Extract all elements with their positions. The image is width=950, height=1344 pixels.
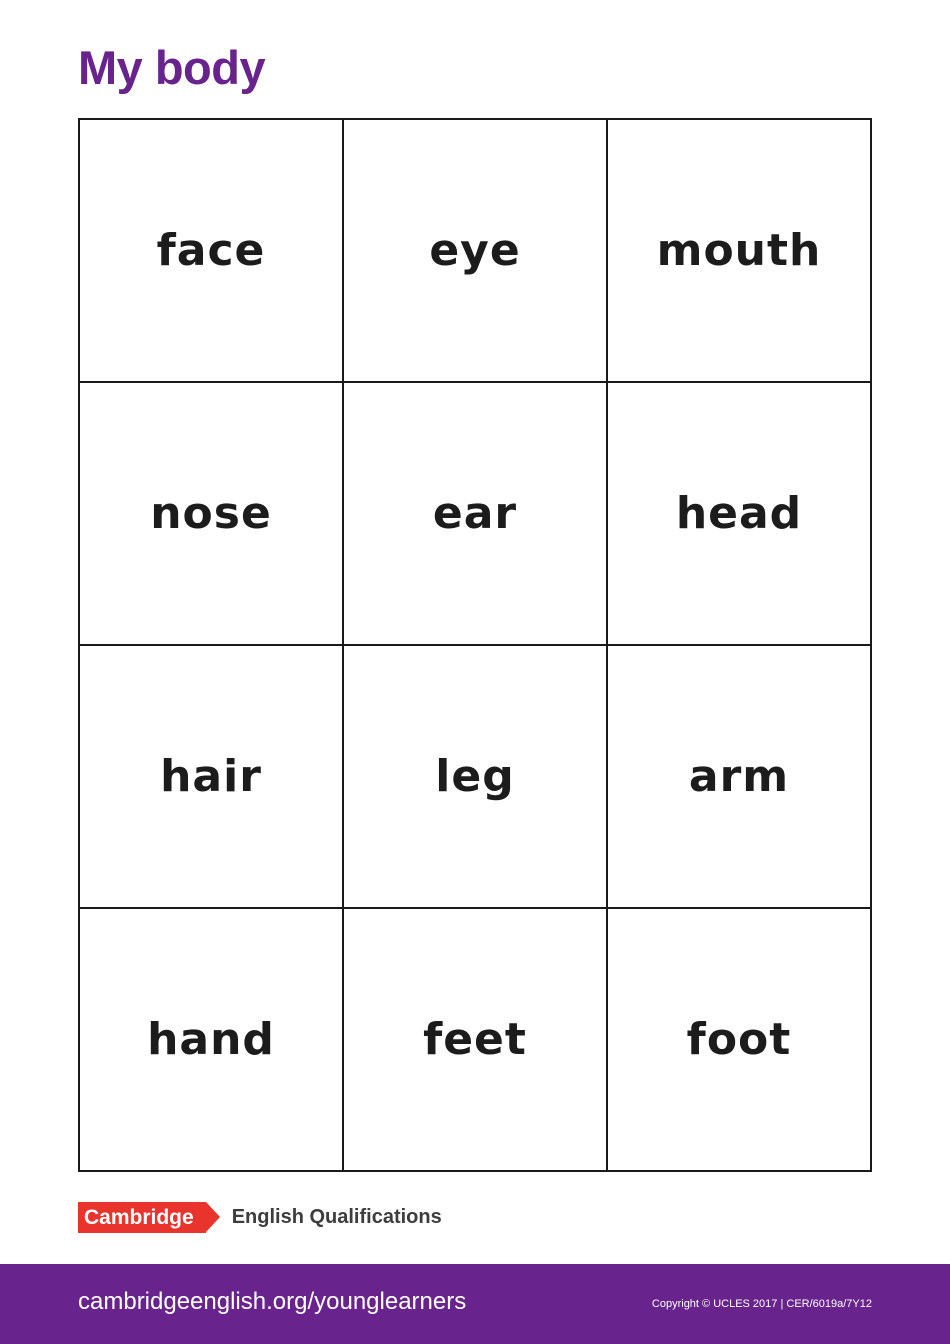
footer-bar [0, 1264, 950, 1344]
word-card-label: nose [150, 488, 272, 539]
word-card-label: ear [432, 488, 518, 539]
word-card[interactable] [608, 120, 872, 383]
word-card[interactable] [344, 383, 608, 646]
word-card-label: feet [423, 1014, 527, 1065]
word-card[interactable] [608, 383, 872, 646]
cambridge-logo [78, 1202, 442, 1233]
logo-subtitle: English Qualifications [231, 1206, 442, 1228]
word-card-label: hair [160, 751, 262, 802]
word-card-label: foot [686, 1014, 792, 1065]
word-card-label: leg [435, 751, 515, 802]
word-card-label: head [675, 488, 803, 539]
word-card[interactable] [80, 909, 344, 1172]
word-card[interactable] [80, 120, 344, 383]
word-card[interactable] [608, 909, 872, 1172]
logo-word: Cambridge [84, 1205, 194, 1229]
word-card[interactable] [344, 909, 608, 1172]
page-title: My body [78, 41, 266, 94]
word-card[interactable] [344, 646, 608, 909]
word-card[interactable] [80, 646, 344, 909]
footer-copyright: Copyright © UCLES 2017 | CER/6019a/7Y12 [651, 1298, 872, 1310]
word-card-grid [78, 118, 872, 1172]
word-card[interactable] [344, 120, 608, 383]
word-card[interactable] [80, 383, 344, 646]
word-card-label: arm [688, 751, 790, 802]
word-card-label: face [156, 225, 266, 276]
word-card-label: eye [429, 225, 521, 276]
word-card-label: mouth [656, 225, 822, 276]
word-card-label: hand [147, 1014, 275, 1065]
footer-url-link[interactable]: cambridgeenglish.org/younglearners [78, 1288, 467, 1315]
word-card[interactable] [608, 646, 872, 909]
cambridge-logo-flag [78, 1202, 206, 1233]
